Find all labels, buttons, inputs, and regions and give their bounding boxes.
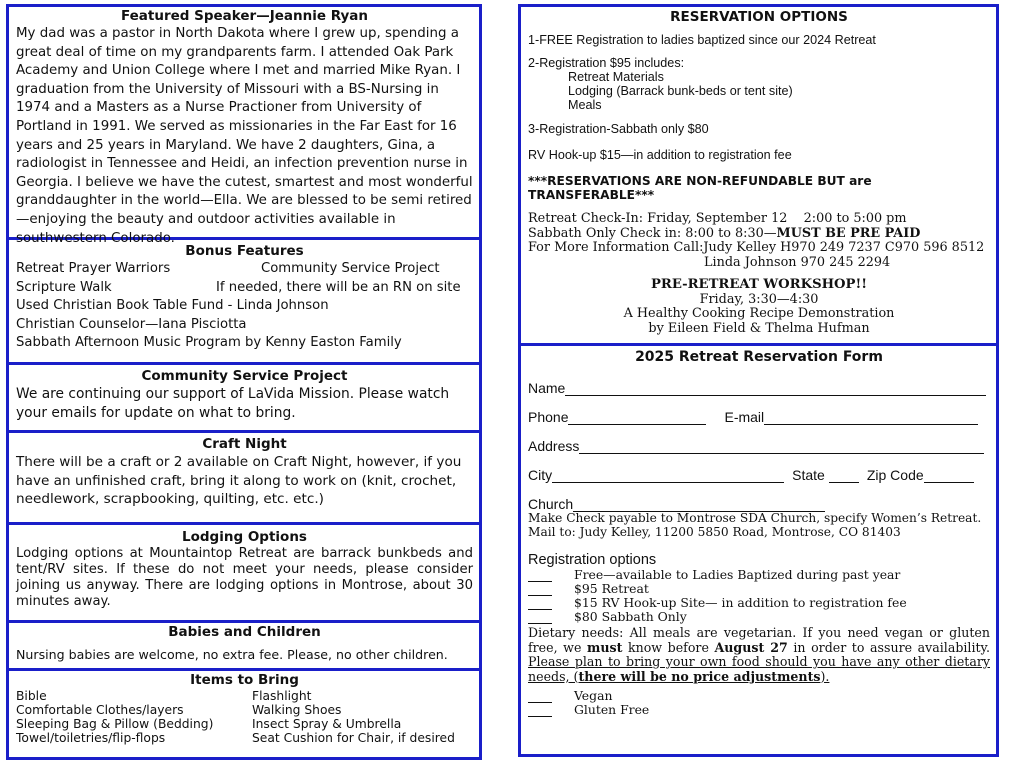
- name-field[interactable]: [565, 381, 986, 396]
- items-row: [16, 689, 473, 703]
- featured-speaker-title: Featured Speaker—Jeannie Ryan: [120, 8, 369, 24]
- left-column: [6, 4, 482, 760]
- items-row: [16, 731, 473, 745]
- reservation-options-title: RESERVATION OPTIONS: [670, 9, 848, 25]
- bonus-features-section: [6, 240, 482, 365]
- item: Seat Cushion for Chair, if desired: [252, 731, 455, 745]
- lodging-options-section: [6, 525, 482, 623]
- non-refundable-notice: ***RESERVATIONS ARE NON-REFUNDABLE BUT are TRANSFERABLE***: [528, 174, 872, 202]
- more-info: For More Information Call:Judy Kelley H970 249 7237 C970 596 8512: [528, 240, 985, 255]
- item: Insect Spray & Umbrella: [252, 717, 402, 731]
- bonus-item: If needed, there will be an RN on site: [216, 279, 461, 295]
- bonus-row: [16, 260, 473, 279]
- church-row: [528, 496, 990, 512]
- rv-hookup: RV Hook-up $15—in addition to registration fee: [528, 148, 792, 162]
- registration-options: [528, 552, 990, 624]
- diet-option: Gluten Free: [528, 703, 990, 717]
- reservation-form-section: [518, 346, 999, 757]
- bonus-item: Used Christian Book Table Fund - Linda Johnson: [16, 298, 329, 314]
- reg-option: $80 Sabbath Only: [528, 610, 990, 624]
- reg-option-blank[interactable]: [528, 597, 552, 610]
- dietary-needs: Dietary needs: All meals are vegetarian. If you need vegan or gluten free, we must know before August 27 in order to assure availability. Please plan to bring your own food should you have any other dietary needs, (there will be no price adjustments).: [528, 625, 990, 684]
- reservation-option-2-includes: [528, 70, 990, 112]
- church-field[interactable]: [573, 497, 825, 512]
- babies-children-title: Babies and Children: [168, 624, 321, 640]
- reg-option-blank[interactable]: [528, 583, 552, 596]
- reg-option-blank[interactable]: [528, 569, 552, 582]
- reservation-option-3: 3-Registration-Sabbath only $80: [528, 122, 709, 136]
- bonus-item: Scripture Walk: [16, 279, 112, 295]
- item: Comfortable Clothes/layers: [16, 703, 184, 717]
- craft-night-body: There will be a craft or 2 available on Craft Night, however, if you have an unfinished craft, bring it along to work on (knit, crochet, needlework, scrapbooking, quilting, etc. etc.): [16, 454, 462, 508]
- items-row: [16, 717, 473, 731]
- sabbath-checkin: Sabbath Only Check in: 8:00 to 8:30—MUST BE PRE PAID: [528, 225, 921, 241]
- email-field[interactable]: [764, 410, 978, 425]
- babies-children-body: Nursing babies are welcome, no extra fee. Please, no other children.: [16, 647, 448, 662]
- bonus-item: Retreat Prayer Warriors: [16, 261, 171, 276]
- checkin-time: Retreat Check-In: Friday, September 12 2:00 to 5:00 pm: [528, 211, 907, 226]
- name-row: [528, 380, 990, 396]
- diet-option-blank[interactable]: [528, 690, 552, 703]
- featured-speaker-section: [6, 4, 482, 246]
- address-row: [528, 438, 990, 454]
- item: Towel/toiletries/flip-flops: [16, 731, 166, 745]
- reservation-form-title: 2025 Retreat Reservation Form: [635, 349, 883, 365]
- items-to-bring-title: Items to Bring: [190, 672, 299, 688]
- workshop-title: PRE-RETREAT WORKSHOP!!: [650, 277, 868, 292]
- email-label: E-mail: [724, 409, 765, 425]
- item: Sleeping Bag & Pillow (Bedding): [16, 717, 214, 731]
- item: Flashlight: [252, 689, 312, 703]
- reg-option: Free—available to Ladies Baptized during past year: [528, 568, 990, 582]
- workshop-line: by Eileen Field & Thelma Hufman: [648, 320, 870, 336]
- mail-to: Mail to: Judy Kelley, 11200 5850 Road, Montrose, CO 81403: [528, 524, 901, 539]
- name-label: Name: [528, 380, 566, 396]
- pre-retreat-workshop: [528, 278, 990, 336]
- reg-option: $15 RV Hook-up Site— in addition to registration fee: [528, 596, 990, 610]
- workshop-line: Friday, 3:30—4:30: [699, 291, 819, 307]
- check-payable: Make Check payable to Montrose SDA Church, specify Women’s Retreat.: [528, 511, 982, 525]
- diet-option-blank[interactable]: [528, 704, 552, 717]
- dietary-options: [528, 689, 990, 717]
- zip-field[interactable]: [924, 468, 974, 483]
- address-label: Address: [528, 438, 580, 454]
- bonus-item: Community Service Project: [261, 261, 440, 276]
- babies-children-section: [6, 623, 482, 671]
- lodging-options-body: Lodging options at Mountaintop Retreat are barrack bunkbeds and tent/RV sites. If these do not meet your needs, please consider joining us anyway. There are lodging options in Montrose, about 30 minutes away.: [16, 546, 473, 609]
- checkin-info: [528, 212, 990, 270]
- include-item: Retreat Materials: [568, 70, 664, 84]
- bonus-item: Sabbath Afternoon Music Program by Kenny Easton Family: [16, 335, 402, 351]
- reservation-option-1: 1-FREE Registration to ladies baptized since our 2024 Retreat: [528, 33, 876, 47]
- payment-info: [528, 512, 990, 539]
- zip-label: Zip Code: [866, 467, 924, 483]
- craft-night-title: Craft Night: [202, 436, 287, 452]
- registration-options-list: [528, 568, 990, 624]
- include-item: Meals: [568, 98, 602, 112]
- state-label: State: [792, 467, 825, 483]
- reg-option: $95 Retreat: [528, 582, 990, 596]
- more-info-2: Linda Johnson 970 245 2294: [704, 254, 891, 270]
- include-item: Lodging (Barrack bunk-beds or tent site): [568, 84, 793, 98]
- prepaid-notice: MUST BE PRE PAID: [776, 225, 921, 241]
- reservation-options-section: [518, 4, 999, 346]
- community-service-title: Community Service Project: [141, 368, 348, 384]
- phone-field[interactable]: [568, 410, 706, 425]
- bonus-features-title: Bonus Features: [185, 243, 304, 259]
- city-field[interactable]: [552, 468, 784, 483]
- lodging-options-title: Lodging Options: [182, 529, 307, 545]
- items-list: [16, 689, 473, 745]
- item: Bible: [16, 689, 47, 703]
- right-column: [518, 4, 999, 757]
- registration-options-title: Registration options: [528, 552, 657, 568]
- city-label: City: [528, 467, 553, 483]
- address-field[interactable]: [579, 439, 984, 454]
- church-label: Church: [528, 496, 574, 512]
- workshop-line: A Healthy Cooking Recipe Demonstration: [623, 306, 895, 321]
- craft-night-section: [6, 433, 482, 525]
- item: Walking Shoes: [252, 703, 342, 717]
- diet-option: Vegan: [528, 689, 990, 703]
- items-to-bring-section: [6, 671, 482, 760]
- reservation-option-2: 2-Registration $95 includes:: [528, 56, 685, 70]
- phone-row: [528, 409, 990, 425]
- bonus-row: [16, 279, 473, 298]
- bonus-item: Christian Counselor—Iana Pisciotta: [16, 316, 247, 332]
- items-row: [16, 703, 473, 717]
- community-service-body: We are continuing our support of LaVida Mission. Please watch your emails for update on what to bring.: [16, 386, 450, 421]
- phone-label: Phone: [528, 409, 569, 425]
- city-row: [528, 467, 990, 483]
- featured-speaker-bio: My dad was a pastor in North Dakota where I grew up, spending a great deal of time on my grandparents farm. I attended Oak Park Academy and Union College where I met and married Mike Ryan. I graduation from the University of Missouri with a BS-Nursing in 1974 and a Masters as a Nurse Practioner from University of Portland in 1991. We served as missionaries in the Far East for 16 years and 25 years in Maryland. We have 2 daughters, Gina, a radiologist in Tennessee and Heidi, an infection prevention nurse in Georgia. I believe we have the cutest, smartest and most wonderful granddaughter in the world—Ella. We are blessed to be semi retired —enjoying the beauty and outdoor activities available in southwestern Colorado.: [16, 26, 473, 246]
- community-service-section: [6, 365, 482, 433]
- reg-option-blank[interactable]: [528, 611, 552, 624]
- state-field[interactable]: [829, 468, 859, 483]
